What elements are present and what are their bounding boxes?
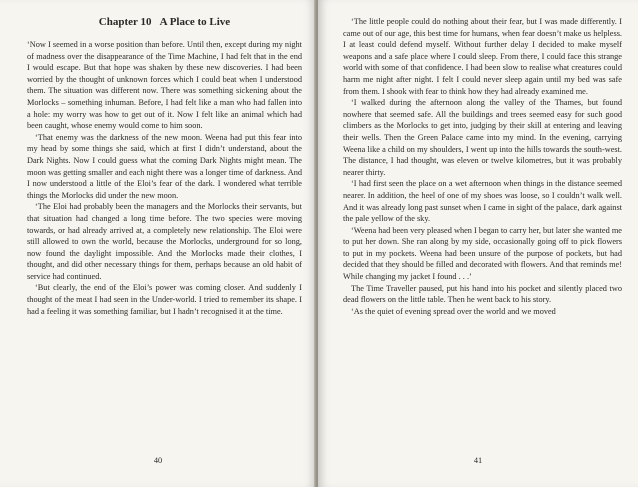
chapter-title: A Place to Live (159, 16, 231, 28)
chapter-number: Chapter 10 (98, 16, 152, 28)
paragraph: ‘I walked during the afternoon along the valley of the Thames, but found nowhere that seemed safe. All the buildings and trees seemed easy for such good climbers as the Morlocks to get into, judging by their skill at entering and leaving their wells. Then the Green Palace came into my mind. In the evening, carrying Weena like a child on my shoulders, I went up into the hills towards the south-west. The distance, I had thought, was eleven or twelve kilometres, but it was probably nearer thirty. (343, 98, 622, 177)
right-page (318, 0, 638, 487)
paragraph: ‘Now I seemed in a worse position than before. Until then, except during my night of madness over the disappearance of the Time Machine, I had felt that in the end I would escape. But that hope was shaken by these new discoveries. I had been worried by the thought of unknown forces which I could beat when I understood them. The situation was different now. There was something sickening about the Morlocks – something inhuman. Before, I had felt like a man who had fallen into a hole: my worry was how to get out of it. Now I felt like an animal which had been caught, whose enemy would come to him soon. (27, 40, 302, 131)
paragraph: ‘The little people could do nothing about their fear, but I was made differently. I came out of our age, this best time for humans, when fear doesn’t make us helpless. I at least could defend myself. Without further delay I decided to make myself weapons and a safe place where I could sleep. From there, I could face this strange world with some of that confidence. I had been slow to realise what creatures could harm me night after night. I felt I could never sleep again until my bed was safe from them. I shook with fear to think how they had already examined me. (343, 17, 622, 96)
right-page-number: 41 (473, 456, 483, 465)
right-page-text (343, 16, 622, 317)
paragraph: ‘That enemy was the darkness of the new moon. Weena had put this fear into my head by some things she said, which at first I didn’t understand, about the Dark Nights. Now I could guess what the coming Dark Nights might mean. The moon was getting smaller and each night there was a longer time of darkness. And I now understood a little of the Eloi’s fear of the dark. I wondered what terrible things the Morlocks did under the new moon. (27, 132, 302, 200)
paragraph: ‘The Eloi had probably been the managers and the Morlocks their servants, but that situation had changed a long time before. The two species were moving towards, or had already arrived at, a completely new relationship. The Eloi were still allowed to own the world, because the Morlocks, underground for so long, now found the daylight impossible. And the Morlocks made their clothes, I thought, and did other necessary things for them, perhaps because an old habit of service had continued. (27, 202, 302, 281)
paragraph: ‘Weena had been very pleased when I began to carry her, but later she wanted me to put her down. She ran along by my side, occasionally going off to pick flowers to put in my pockets. Weena had been unsure of the purpose of pockets, but had decided that they should be filled and decorated with flowers. And that reminds me! While changing my jacket I found . . .’ (343, 225, 622, 282)
paragraph: ‘As the quiet of evening spread over the world and we moved (351, 306, 556, 316)
left-page-number: 40 (153, 456, 163, 465)
left-page-text (27, 39, 302, 317)
paragraph: ‘But clearly, the end of the Eloi’s power was coming closer. And suddenly I thought of the meat I had seen in the Under-world. I tried to remember its shape. I had a feeling it was something familiar, but I hadn’t recognised it at the time. (27, 283, 302, 316)
paragraph: The Time Traveller paused, put his hand into his pocket and silently placed two dead flowers on the little table. Then he went back to his story. (343, 283, 622, 305)
paragraph: ‘I had first seen the place on a wet afternoon when things in the distance seemed nearer. In addition, the heel of one of my shoes was loose, so I couldn’t walk well. And it was already long past sunset when I came in sight of the palace, dark against the pale yellow of the sky. (343, 179, 622, 224)
left-page (0, 0, 316, 487)
chapter-heading (27, 16, 302, 28)
